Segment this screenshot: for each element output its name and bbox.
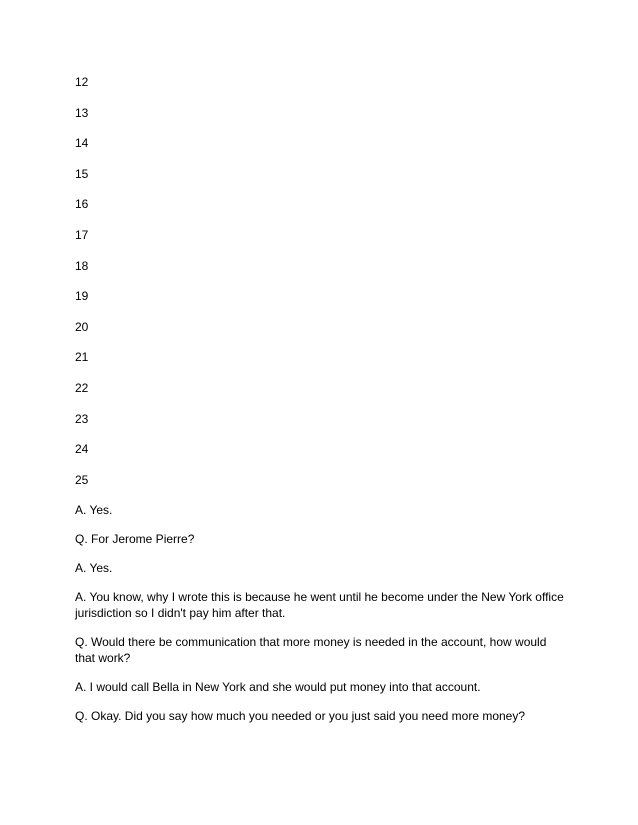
line-number: 18 [75,258,89,273]
line-number: 12 [75,75,89,89]
line-number: 24 [75,442,89,457]
transcript-text [75,502,565,737]
transcript-answer: A. You know, why I wrote this is because he went until he become under the New York office jurisdiction so I didn't pay him after that. [75,590,564,620]
transcript-question: Q. Would there be communication that more money is needed in the account, how would that work? [75,635,547,665]
line-number: 22 [75,380,89,395]
line-number: 13 [75,105,89,120]
line-number: 16 [75,197,89,212]
transcript-answer: A. I would call Bella in New York and she would put money into that account. [75,680,481,694]
line-number: 23 [75,411,89,426]
line-number: 15 [75,166,89,181]
transcript-answer: A. Yes. [75,503,113,517]
line-number: 14 [75,136,89,151]
transcript-question: Q. For Jerome Pierre? [75,532,195,546]
line-number: 19 [75,289,89,304]
line-number: 17 [75,227,89,242]
line-number-column [75,74,88,502]
line-number: 20 [75,319,89,334]
line-number: 25 [75,472,89,487]
transcript-answer: A. Yes. [75,561,113,575]
line-number: 21 [75,350,89,365]
transcript-question: Q. Okay. Did you say how much you needed or you just said you need more money? [75,709,526,723]
